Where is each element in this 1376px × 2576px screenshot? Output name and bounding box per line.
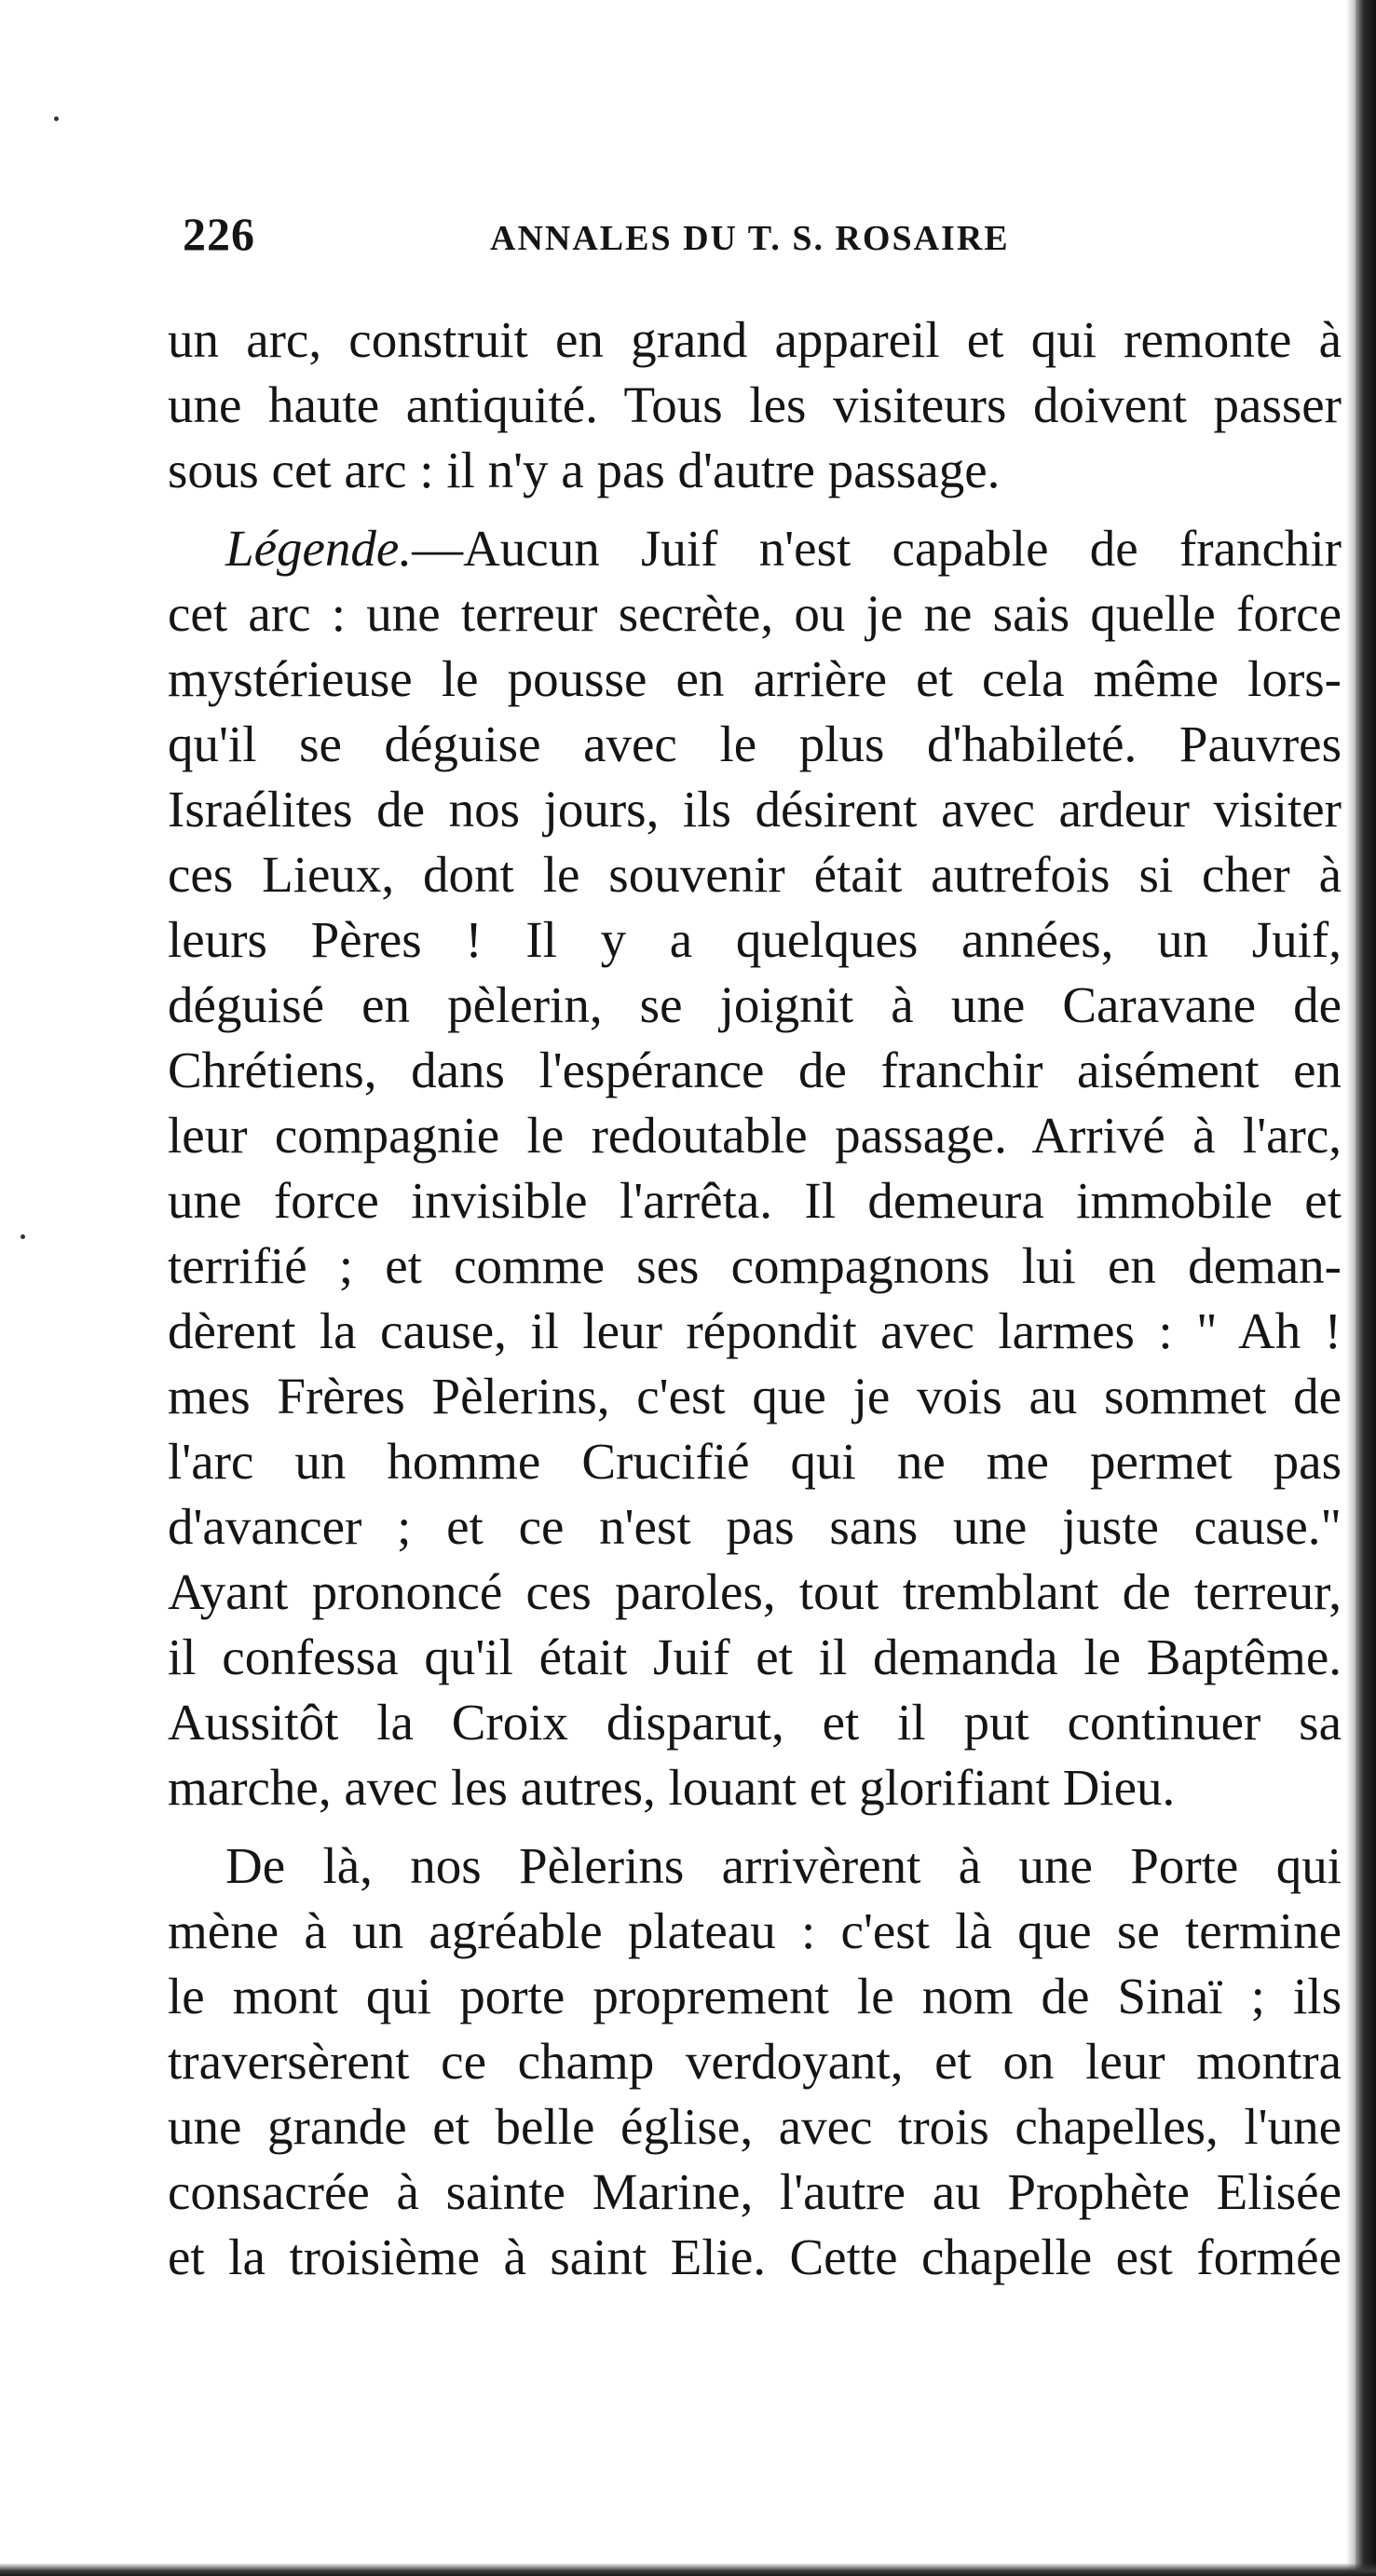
- text-line: De là, nos Pèlerins arrivèrent à une Porte qui: [225, 1837, 1342, 1894]
- text-line-rest: —Aucun Juif n'est capable de franchir: [412, 520, 1342, 577]
- text-line: ces Lieux, dont le souvenir était autrefois si cher à: [168, 846, 1342, 903]
- text-line: déguisé en pèlerin, se joignit à une Caravane de: [168, 976, 1342, 1033]
- text-line: mystérieuse le pousse en arrière et cela même lors-: [168, 650, 1342, 707]
- text-line: une haute antiquité. Tous les visiteurs doivent passer: [168, 376, 1342, 433]
- text-line: Ayant prononcé ces paroles, tout tremblant de terreur,: [168, 1563, 1342, 1620]
- text-line: Israélites de nos jours, ils désirent avec ardeur visiter: [168, 781, 1342, 838]
- text-line: et la troisième à saint Elie. Cette chapelle est formée: [168, 2228, 1342, 2285]
- text-line: marche, avec les autres, louant et glorifiant Dieu.: [168, 1759, 1176, 1816]
- text-line: leurs Pères ! Il y a quelques années, un Juif,: [168, 911, 1342, 968]
- text-line: une grande et belle église, avec trois chapelles, l'une: [168, 2098, 1342, 2155]
- running-title: ANNALES DU T. S. ROSAIRE: [490, 219, 1010, 258]
- body-text: [168, 307, 1342, 2290]
- text-line: traversèrent ce champ verdoyant, et on leur montra: [168, 2033, 1342, 2090]
- page-header: [183, 207, 1328, 263]
- text-line: Chrétiens, dans l'espérance de franchir aisément en: [168, 1042, 1342, 1098]
- text-line: Aussitôt la Croix disparut, et il put continuer sa: [168, 1694, 1342, 1751]
- binding-edge: [1356, 0, 1376, 2576]
- text-line: une force invisible l'arrêta. Il demeura immobile et: [168, 1172, 1342, 1229]
- paper-speck: [54, 116, 59, 121]
- page-bottom-edge: [0, 2563, 1376, 2576]
- text-line: sous cet arc : il n'y a pas d'autre passage.: [168, 442, 1001, 498]
- text-line: mes Frères Pèlerins, c'est que je vois au sommet de: [168, 1368, 1342, 1424]
- text-line: un arc, construit en grand appareil et qui remonte à: [168, 311, 1342, 368]
- page-number: 226: [183, 208, 255, 260]
- text-line: qu'il se déguise avec le plus d'habileté. Pauvres: [168, 716, 1342, 772]
- text-line: [168, 516, 1342, 581]
- paper-speck: [20, 1234, 25, 1239]
- text-line: cet arc : une terreur secrète, ou je ne sais quelle force: [168, 585, 1342, 642]
- text-line: terrifié ; et comme ses compagnons lui en deman-: [168, 1237, 1342, 1294]
- text-line: le mont qui porte proprement le nom de Sinaï ; ils: [168, 1968, 1342, 2024]
- text-line: il confessa qu'il était Juif et il demanda le Baptême.: [168, 1629, 1342, 1685]
- legend-lead-word: Légende.: [225, 520, 413, 577]
- text-line: consacrée à sainte Marine, l'autre au Prophète Elisée: [168, 2163, 1342, 2220]
- text-line: l'arc un homme Crucifié qui ne me permet pas: [168, 1433, 1342, 1490]
- text-line: dèrent la cause, il leur répondit avec larmes : " Ah !: [168, 1302, 1342, 1359]
- text-line: leur compagnie le redoutable passage. Arrivé à l'arc,: [168, 1107, 1342, 1164]
- binding-shadow: [1346, 0, 1356, 2576]
- text-line: mène à un agréable plateau : c'est là que se termine: [168, 1902, 1342, 1959]
- text-line: d'avancer ; et ce n'est pas sans une juste cause.": [168, 1498, 1342, 1555]
